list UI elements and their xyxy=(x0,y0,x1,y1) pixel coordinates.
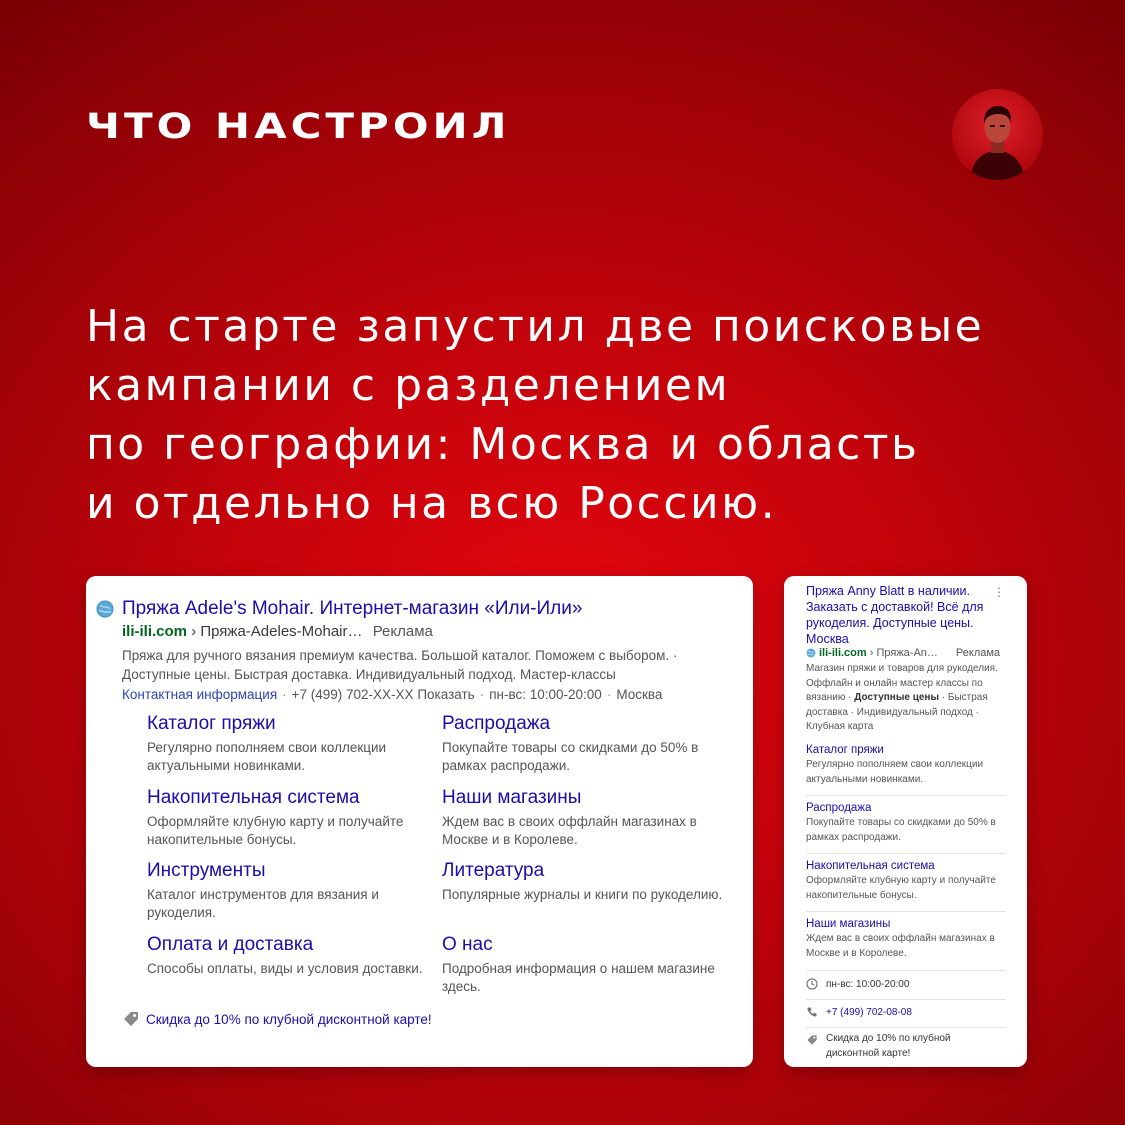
tag-icon xyxy=(806,1034,818,1046)
ad-title-row xyxy=(96,598,582,620)
sitelink-title[interactable]: О нас xyxy=(442,934,493,955)
sitelink-desc: Способы оплаты, виды и условия доставки. xyxy=(147,961,423,976)
sitelink-desc: Ждем вас в своих оффлайн магазинах в Москве и в Королеве. xyxy=(442,814,697,847)
sitelink-desc: Регулярно пополняем свои коллекции актуальными новинками. xyxy=(147,740,387,773)
sitelink xyxy=(442,713,732,775)
mobile-sitelink-title[interactable]: Каталог пряжи xyxy=(806,744,884,756)
mobile-hours-row xyxy=(806,978,909,990)
headline-line: На старте запустил две поисковые xyxy=(86,301,985,352)
divider xyxy=(806,999,1006,1000)
mobile-ad-label: Реклама xyxy=(955,647,1001,659)
mobile-sitelink-desc: Ждем вас в своих оффлайн магазинах в Москве и в Королеве. xyxy=(806,933,995,959)
mobile-sitelink-desc: Покупайте товары со скидками до 50% в рамках распродажи. xyxy=(806,817,996,843)
ad-title-link[interactable]: Пряжа Adele's Mohair. Интернет-магазин «Или-Или» xyxy=(122,598,583,619)
sitelink-title[interactable]: Наши магазины xyxy=(442,787,582,808)
sitelink xyxy=(147,787,437,849)
mobile-hours: пн-вс: 10:00-20:00 xyxy=(826,978,910,990)
ad-url-path[interactable]: › Пряжа-Adeles-Mohair… xyxy=(191,623,363,640)
divider xyxy=(806,1027,1006,1028)
mobile-ad-desc-bold: Доступные цены xyxy=(854,692,940,703)
divider xyxy=(806,795,1006,796)
mobile-ad-url-row xyxy=(806,647,1000,659)
tag-icon xyxy=(122,1010,140,1028)
city: Москва xyxy=(616,687,663,702)
sitelink-desc: Каталог инструментов для вязания и рукоделия. xyxy=(147,887,379,920)
headline-line: кампании с разделением xyxy=(86,360,731,411)
sitelink xyxy=(147,713,437,775)
sitelink xyxy=(442,787,732,849)
mobile-ad-card xyxy=(784,576,1027,1067)
mobile-ad-description xyxy=(806,662,1006,735)
sitelink-title[interactable]: Каталог пряжи xyxy=(147,713,276,734)
mobile-phone[interactable]: +7 (499) 702-08-08 xyxy=(826,1006,912,1018)
ad-label: Реклама xyxy=(372,623,433,640)
headline-line: и отдельно на всю Россию. xyxy=(86,478,778,529)
sitelink-desc: Подробная информация о нашем магазине здесь. xyxy=(442,961,715,994)
sitelink-title[interactable]: Инструменты xyxy=(147,860,266,881)
ad-contacts: Контактная информация · +7 (499) 702-ХХ-ХХ Показать · пн-вс: 10:00-20:00 · Москва xyxy=(122,687,663,702)
header-title: ЧТО НАСТРОИЛ xyxy=(86,106,511,147)
mobile-sitelink xyxy=(806,802,1006,845)
phone-show-link[interactable]: +7 (499) 702-ХХ-ХХ Показать xyxy=(291,687,475,702)
mobile-ad-url-path[interactable]: › Пряжа-An… xyxy=(869,647,938,659)
mobile-sitelink xyxy=(806,744,1006,787)
mobile-sitelink-title[interactable]: Распродажа xyxy=(806,802,872,814)
sitelink-title[interactable]: Оплата и доставка xyxy=(147,934,314,955)
mobile-sitelink-desc: Регулярно пополняем свои коллекции актуальными новинками. xyxy=(806,759,984,785)
divider xyxy=(806,911,1006,912)
contact-info-link[interactable]: Контактная информация xyxy=(122,687,278,702)
desktop-ad-card xyxy=(86,576,753,1067)
sitelink-title[interactable]: Распродажа xyxy=(442,713,551,734)
sitelink-desc: Оформляйте клубную карту и получайте накопительные бонусы. xyxy=(147,814,404,847)
promo-text[interactable]: Скидка до 10% по клубной дисконтной карте! xyxy=(146,1011,432,1027)
sitelink xyxy=(442,934,732,996)
sitelink-desc: Популярные журналы и книги по рукоделию. xyxy=(442,887,723,902)
headline xyxy=(86,297,986,533)
mobile-ad-url-domain[interactable]: ili-ili.com xyxy=(819,647,867,659)
mobile-promo-row xyxy=(806,1032,971,1061)
ad-url-domain[interactable]: ili-ili.com xyxy=(122,623,188,640)
work-hours: пн-вс: 10:00-20:00 xyxy=(489,687,602,702)
mobile-sitelink-desc: Оформляйте клубную карту и получайте накопительные бонусы. xyxy=(806,875,996,901)
mobile-sitelink-title[interactable]: Накопительная система xyxy=(806,860,935,872)
mobile-sitelink-title[interactable]: Наши магазины xyxy=(806,918,891,930)
headline-line: по географии: Москва и область xyxy=(86,419,920,470)
sitelink xyxy=(147,934,437,978)
globe-icon xyxy=(96,600,114,618)
mobile-ad-desc-part: · Быстрая доставка · Индивидуальный подход · Клубная карта xyxy=(806,692,988,732)
mobile-phone-row xyxy=(806,1006,912,1018)
avatar xyxy=(952,89,1043,180)
ad-description: Пряжа для ручного вязания премиум качества. Большой каталог. Поможем с выбором. · Доступные цены. Быстрая доставка. Индивидуальный подход. Мастер-классы xyxy=(122,648,678,682)
mobile-ad-title-link[interactable]: Пряжа Anny Blatt в наличии. Заказать с доставкой! Всё для рукоделия. Доступные цены. Москва xyxy=(806,584,984,646)
clock-icon xyxy=(806,978,818,990)
sitelink xyxy=(147,860,437,922)
globe-icon xyxy=(806,648,816,658)
more-dots-icon[interactable]: ⋮ xyxy=(993,585,1005,599)
divider xyxy=(806,853,1006,854)
sitelink xyxy=(442,860,732,904)
phone-icon xyxy=(806,1006,818,1018)
mobile-ad-desc-part: Магазин пряжи и товаров для рукоделия. Оффлайн и онлайн мастер классы по вязанию · xyxy=(806,663,998,703)
ad-url-row xyxy=(122,623,433,640)
promo-line xyxy=(122,1010,432,1028)
divider xyxy=(806,970,1006,971)
mobile-sitelink xyxy=(806,918,1006,961)
sitelink-desc: Покупайте товары со скидками до 50% в рамках распродажи. xyxy=(442,740,699,773)
sitelink-title[interactable]: Литература xyxy=(442,860,545,881)
sitelink-title[interactable]: Накопительная система xyxy=(147,787,360,808)
mobile-promo-text[interactable]: Скидка до 10% по клубной дисконтной карте! xyxy=(826,1033,951,1059)
mobile-sitelink xyxy=(806,860,1006,903)
